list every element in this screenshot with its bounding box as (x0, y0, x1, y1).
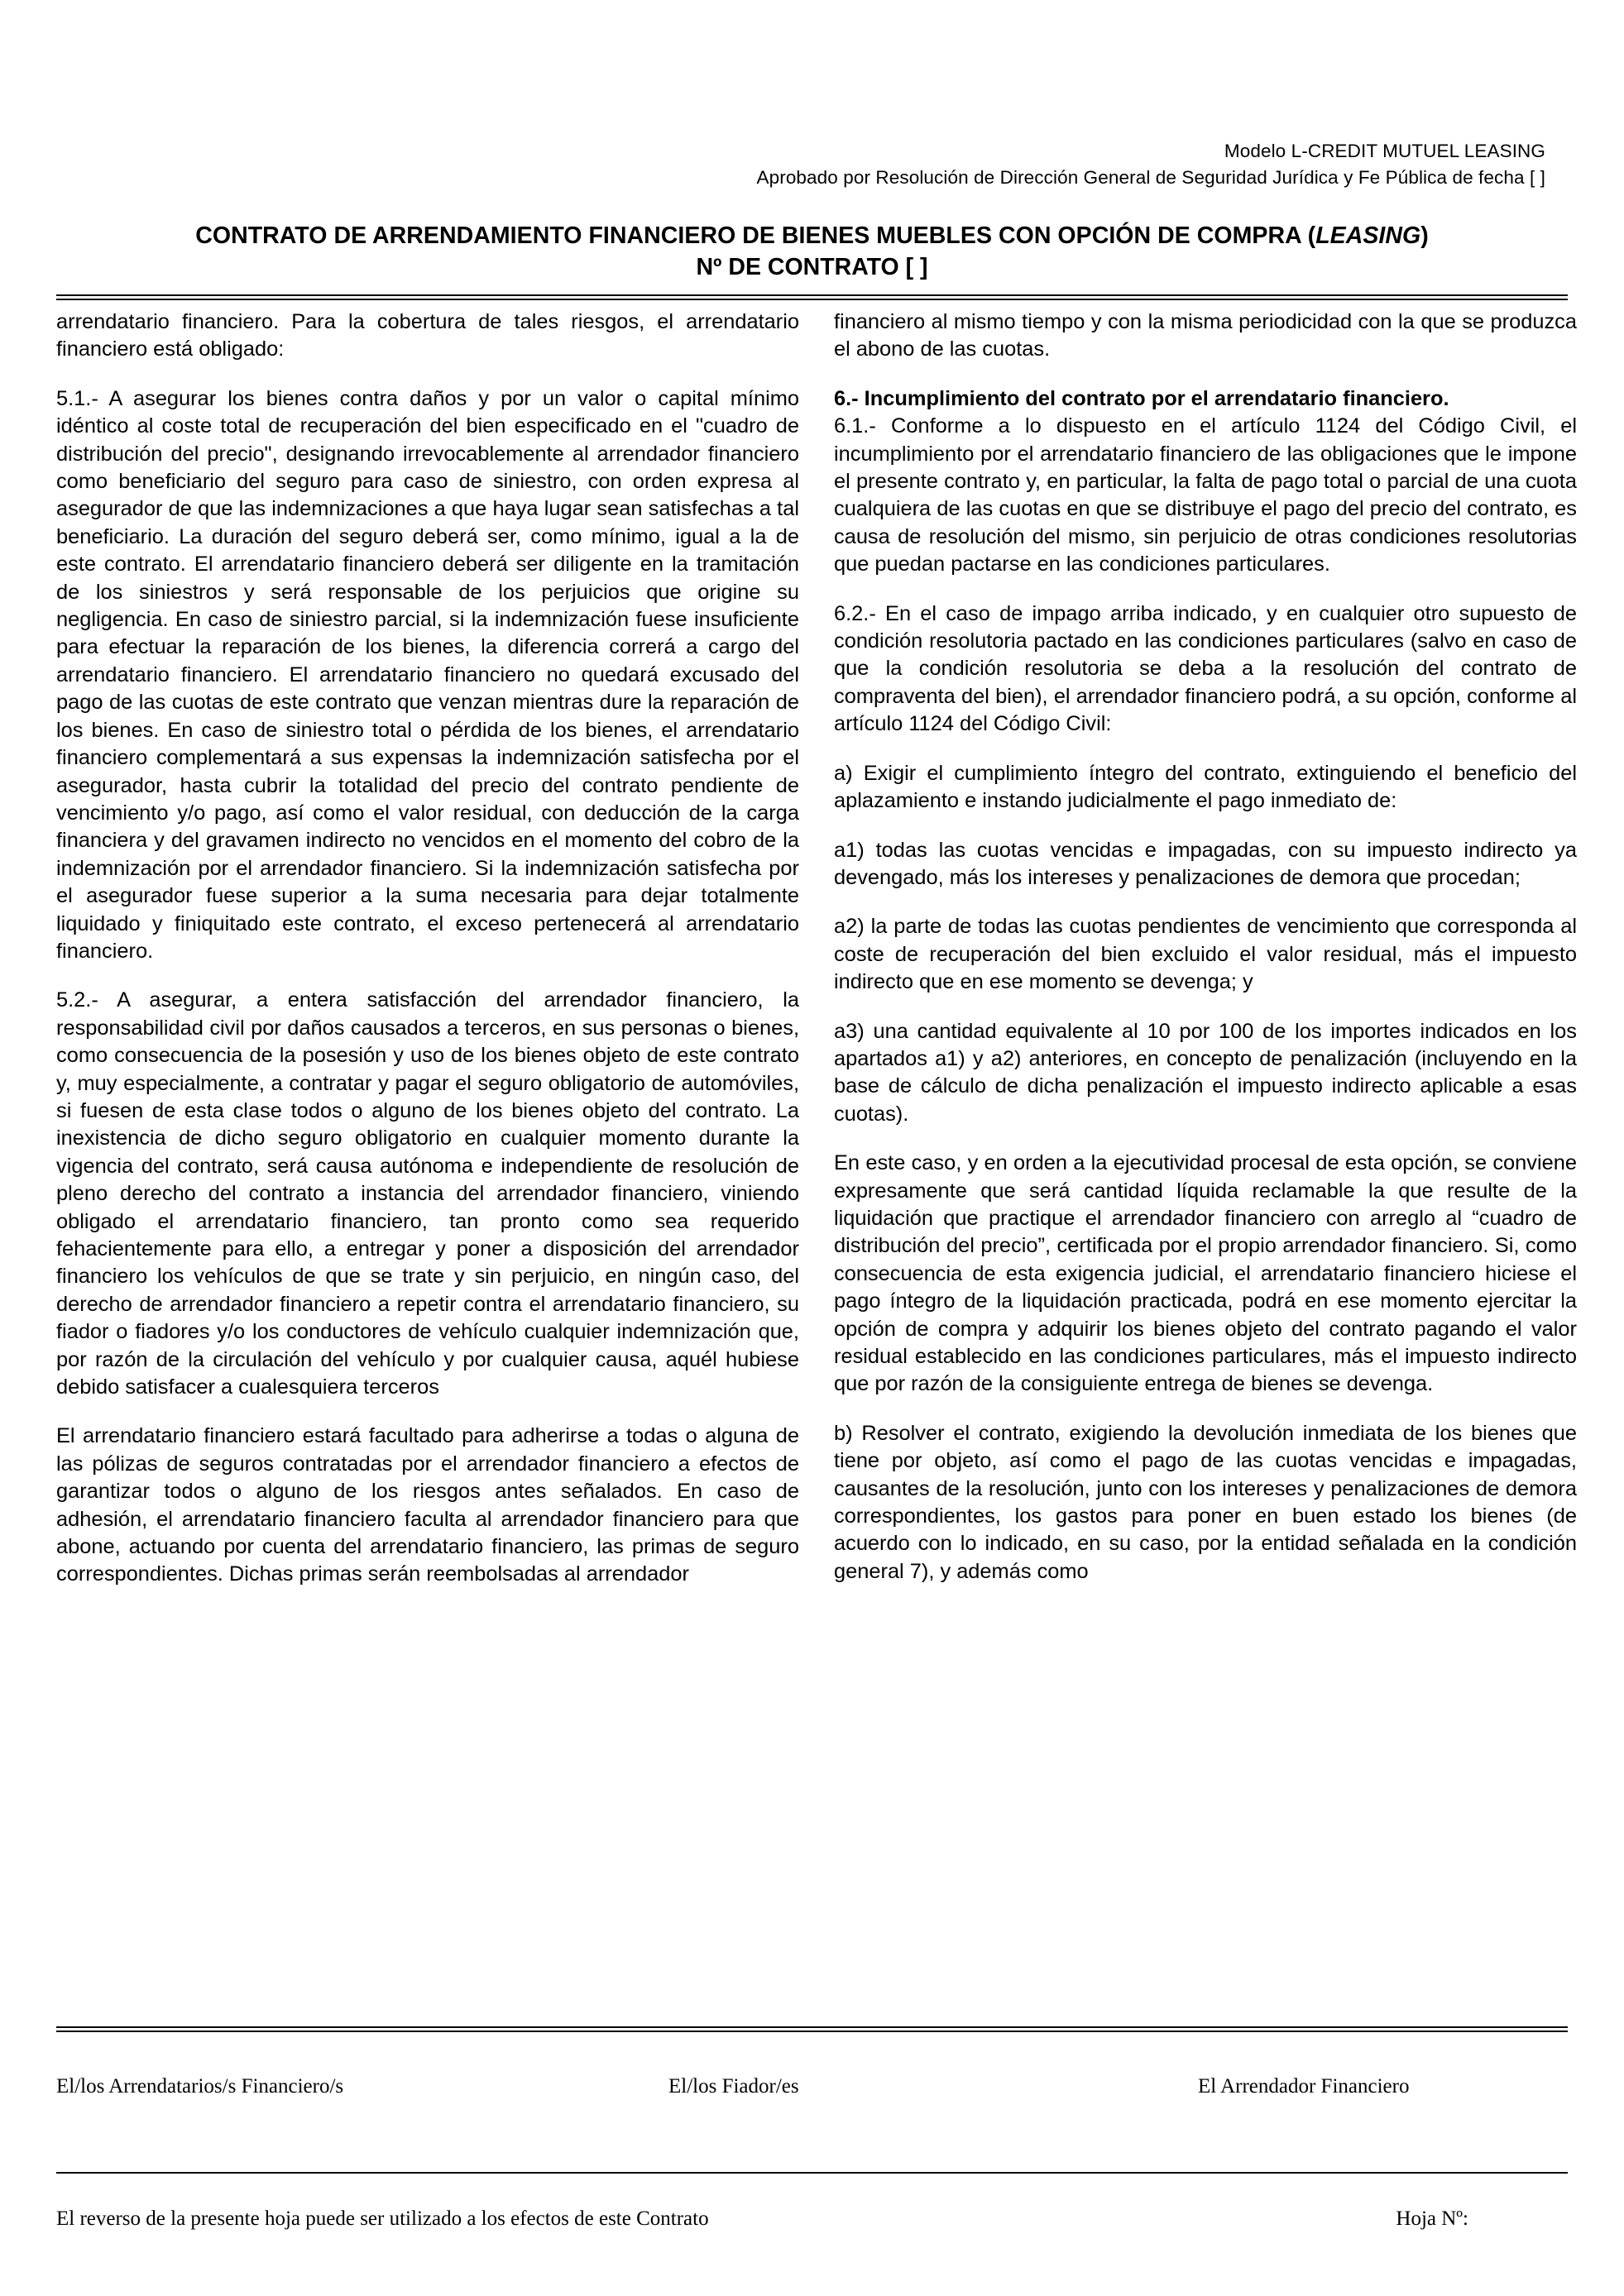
reverse-usage-note: El reverso de la presente hoja puede ser utilizado a los efectos de este Contrato (56, 2208, 709, 2230)
footer-divider-bottom (56, 2172, 1568, 2174)
contract-title-after: ) (1420, 222, 1429, 249)
signature-guarantor-label: El/los Fiador/es (668, 2075, 799, 2097)
paragraph-intro: financiero al mismo tiempo y con la misma periodicidad con la que se produzca el abono de las cuotas. (834, 310, 1577, 361)
paragraph-item-a3: a3) una cantidad equivalente al 10 por 100 de los importes indicados en los apartados a1) y a2) anteriores, en concepto de penalización (incluyendo en la base de cálculo de dicha penalización el impuesto indirecto aplicable a esas cuotas). (834, 1019, 1577, 1126)
paragraph-continuation: arrendatario financiero. Para la cobertura de tales riesgos, el arrendatario financiero está obligado: (56, 310, 799, 361)
sheet-number-label: Hoja Nº: (1396, 2208, 1468, 2230)
signature-lessee-label: El/los Arrendatarios/s Financiero/s (56, 2075, 344, 2097)
contract-title-italic: LEASING (1315, 222, 1421, 249)
footer-divider (56, 2026, 1568, 2032)
right-column (834, 309, 1577, 1586)
section-heading-6: 6.- Incumplimiento del contrato por el arrendatario financiero. (834, 386, 1449, 410)
paragraph-item-a: a) Exigir el cumplimiento íntegro del contrato, extinguiendo el beneficio del aplazamiento e instando judicialmente el pago inmediato de: (834, 761, 1577, 813)
paragraph-item-a2: a2) la parte de todas las cuotas pendientes de vencimiento que corresponda al coste de recuperación del bien excluido el valor residual, más el impuesto indirecto que en ese momento se devenga; y (834, 915, 1577, 994)
paragraph-ejecutividad: En este caso, y en orden a la ejecutividad procesal de esta opción, se conviene expresamente que será cantidad líquida reclamable la que resulte de la liquidación que practique el arrendador financiero con arreglo al “cuadro de distribución del precio”, certificada por el propio arrendador financiero. Si, como consecuencia de esta exigencia judicial, el arrendatario financiero hiciese el pago íntegro de la liquidación practicada, podrá en ese momento ejercitar la opción de compra y adquirir los bienes objeto del contrato pagando el valor residual establecido en las condiciones particulares, más el impuesto indirecto que por razón de la consiguiente entrega de bienes se devenga. (834, 1151, 1577, 1396)
paragraph-5-2: 5.2.- A asegurar, a entera satisfacción del arrendador financiero, la responsabilidad civil por daños causados a terceros, en sus personas o bienes, como consecuencia de la posesión y uso de los bienes objeto de este contrato y, muy especialmente, a contratar y pagar el seguro obligatorio de automóviles, si fuesen de esta clase todos o alguno de los bienes objeto del contrato. La inexistencia de dicho seguro obligatorio en cualquier momento durante la vigencia del contrato, será causa autónoma e independiente de resolución de pleno derecho del contrato a instancia del arrendador financiero, viniendo obligado el arrendatario financiero, tan pronto como sea requerido fehacientemente para ello, a entregar y poner a disposición del arrendador financiero los vehículos de que se trate y sin perjuicio, en ningún caso, del derecho de arrendador financiero a repetir contra el arrendatario financiero, su fiador o fiadores y/o los conductores de vehículo cualquier indemnización que, por razón de la circulación del vehículo y por cualquier causa, aquél hubiese debido satisfacer a cualesquiera terceros (56, 988, 799, 1399)
body-columns (0, 300, 1624, 1589)
paragraph-item-b: b) Resolver el contrato, exigiendo la devolución inmediata de los bienes que tiene por objeto, así como el pago de las cuotas vencidas e impagadas, causantes de la resolución, junto con los intereses y penalizaciones de demora correspondientes, los gastos para poner en buen estado los bienes (de acuerdo con lo indicado, en su caso, por la entidad señalada en la condición general 7), y además como (834, 1421, 1577, 1583)
header-divider (56, 294, 1568, 300)
paragraph-5-1: 5.1.- A asegurar los bienes contra daños y por un valor o capital mínimo idéntico al coste total de recuperación del bien especificado en el "cuadro de distribución del precio", designando irrevocablemente al arrendador financiero como beneficiario del seguro para caso de siniestro, con orden expresa al asegurador de que las indemnizaciones a que haya lugar sean satisfechas a tal beneficiario. La duración del seguro deberá ser, como mínimo, igual a la de este contrato. El arrendatario financiero deberá ser diligente en la tramitación de los siniestros y será responsable de los perjuicios que origine su negligencia. En caso de siniestro parcial, si la indemnización fuese insuficiente para efectuar la reparación de los bienes, la diferencia correrá a cargo del arrendatario financiero. El arrendatario financiero no quedará excusado del pago de las cuotas de este contrato que venzan mientras dure la reparación de los bienes. En caso de siniestro total o pérdida de los bienes, el arrendatario financiero complementará a sus expensas la indemnización satisfecha por el asegurador, hasta cubrir la totalidad del precio del contrato pendiente de vencimiento y/o pago, así como el valor residual, con deducción de la carga financiera y del gravamen indirecto no vencidos en el momento del cobro de la indemnización por el arrendador financiero. Si la indemnización satisfecha por el asegurador fuese superior a la suma necesaria para dejar totalmente liquidado y finiquitado este contrato, el exceso pertenecerá al arrendatario financiero. (56, 386, 799, 963)
page-title (0, 220, 1624, 283)
approval-line: Aprobado por Resolución de Dirección General de Seguridad Jurídica y Fe Pública de fecha [ ] (756, 167, 1545, 188)
signature-row (56, 2074, 1568, 2099)
footer-note-row (56, 2207, 1568, 2231)
paragraph-6-2: 6.2.- En el caso de impago arriba indicado, y en cualquier otro supuesto de condición resolutoria pactado en las condiciones particulares (salvo en caso de que la condición resolutoria se deba a la resolución del contrato de compraventa del bien), el arrendador financiero podrá, a su opción, conforme al artículo 1124 del Código Civil: (834, 601, 1577, 736)
paragraph-6-1: 6.1.- Conforme a lo dispuesto en el artículo 1124 del Código Civil, el incumplimiento por el arrendatario financiero de las obligaciones que le impone el presente contrato y, en particular, la falta de pago total o parcial de una cuota cualquiera de las cuotas en que se distribuye el pago del precio del contrato, es causa de resolución del mismo, sin perjuicio de otras condiciones resolutorias que puedan pactarse en las condiciones particulares. (834, 414, 1577, 576)
contract-title-before: CONTRATO DE ARRENDAMIENTO FINANCIERO DE BIENES MUEBLES CON OPCIÓN DE COMPRA ( (195, 222, 1316, 249)
left-column (56, 309, 799, 1589)
paragraph-polizas: El arrendatario financiero estará facultado para adherirse a todas o alguna de las pólizas de seguros contratadas por el arrendador financiero a efectos de garantizar todos o alguno de los riesgos antes señalados. En caso de adhesión, el arrendatario financiero faculta al arrendador financiero para que abone, actuando por cuenta del arrendatario financiero, las primas de seguro correspondientes. Dichas primas serán reembolsadas al arrendador (56, 1424, 799, 1586)
paragraph-item-a1: a1) todas las cuotas vencidas e impagadas, con su impuesto indirecto ya devengado, más los intereses y penalizaciones de demora que procedan; (834, 838, 1577, 889)
contract-number-line: Nº DE CONTRATO [ ] (696, 254, 928, 280)
signature-lessor-label: El Arrendador Financiero (1198, 2075, 1410, 2097)
model-line: Modelo L-CREDIT MUTUEL LEASING (1224, 141, 1545, 161)
contract-title (91, 220, 1533, 251)
document-header (0, 0, 1624, 192)
